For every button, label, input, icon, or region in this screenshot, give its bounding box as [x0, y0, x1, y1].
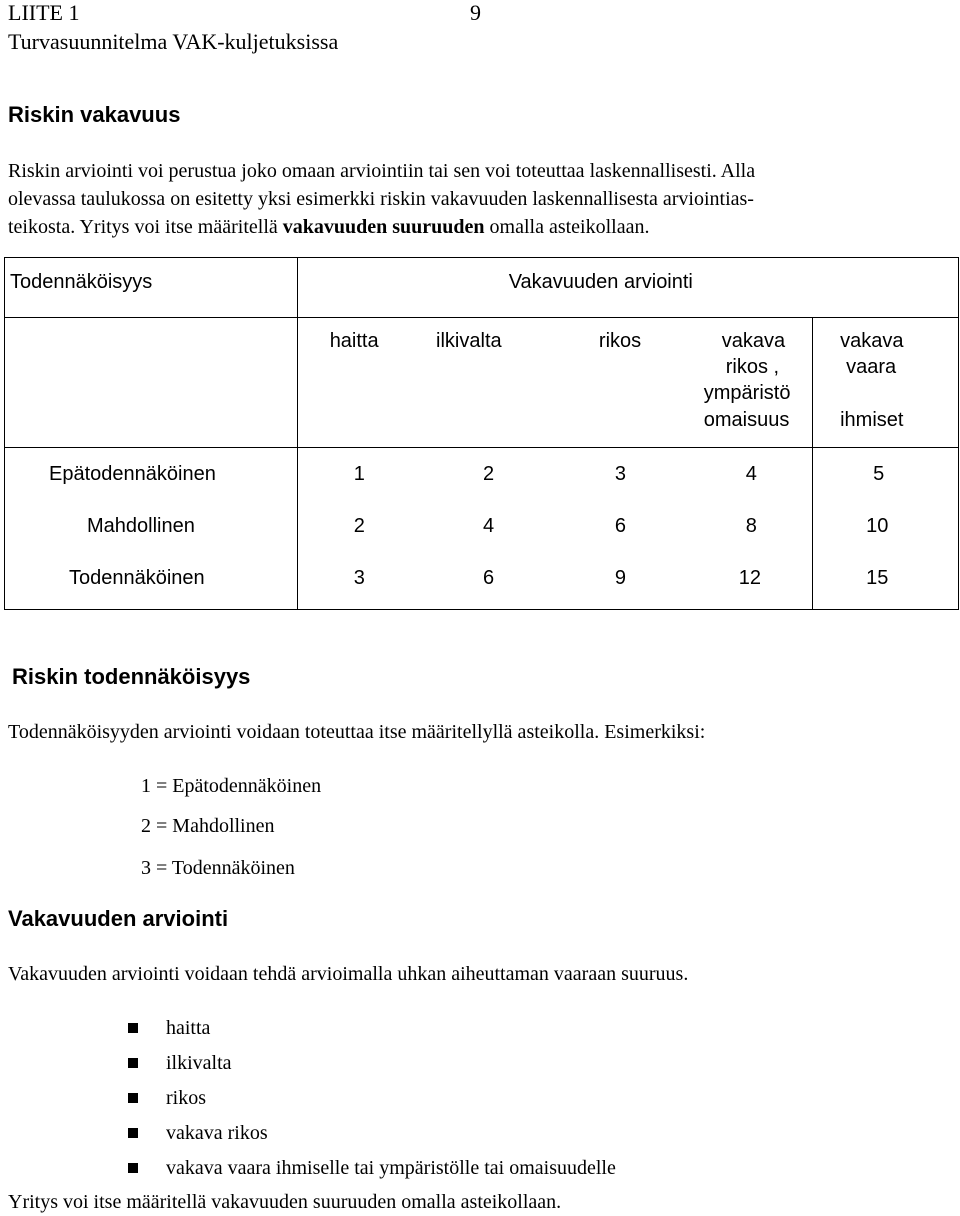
table-value: 3	[614, 463, 627, 485]
table-value: 2	[353, 515, 365, 537]
header-severity-assessment: Vakavuuden arviointi	[508, 271, 693, 293]
column-header-line: vaara	[846, 356, 897, 378]
table-value: 3	[353, 567, 365, 589]
values-cell	[549, 448, 676, 610]
document-subtitle: Turvasuunnitelma VAK-kuljetuksissa	[8, 29, 339, 54]
risk-matrix-table	[4, 257, 959, 610]
table-value: 15	[866, 567, 889, 589]
column-header-line: rikos ,	[725, 356, 780, 378]
table-value: 6	[614, 515, 627, 537]
row-label-epatodennakoinen: Epätodennäköinen	[49, 463, 216, 485]
square-bullet-icon	[128, 1128, 138, 1138]
column-header-line: omaisuus	[703, 409, 790, 431]
table-value: 12	[738, 567, 762, 589]
paragraph: Todennäköisyyden arviointi voidaan toteuttaa itse määritellyllä asteikolla. Esimerkiksi:	[8, 721, 706, 743]
square-bullet-icon	[128, 1163, 138, 1173]
scale-item: 1 = Epätodennäköinen	[141, 775, 322, 797]
table-value: 1	[353, 463, 365, 485]
table-value: 4	[483, 515, 495, 537]
list-item	[128, 1015, 616, 1050]
column-header-cell	[549, 318, 676, 448]
severity-bullet-list	[128, 1015, 616, 1190]
paragraph-line	[8, 214, 649, 240]
column-header-line: ympäristö	[703, 382, 791, 404]
column-header-rikos: rikos	[598, 330, 642, 352]
closing-paragraph: Yritys voi itse määritellä vakavuuden suuruuden omalla asteikollaan.	[8, 1191, 562, 1213]
list-item	[128, 1120, 616, 1155]
heading-riskin-todennakoisyys: Riskin todennäköisyys	[12, 664, 251, 689]
values-cell	[423, 448, 549, 610]
square-bullet-icon	[128, 1093, 138, 1103]
table-value: 8	[745, 515, 757, 537]
paragraph: Vakavuuden arviointi voidaan tehdä arvioimalla uhkan aiheuttaman vaaraan suuruus.	[8, 963, 689, 985]
paragraph-line: Riskin arviointi voi perustua joko omaan arviointiin tai sen voi toteuttaa laskennallisesti. Alla	[8, 160, 756, 182]
list-item-text: rikos	[166, 1087, 206, 1109]
table-value: 5	[873, 463, 885, 485]
table-empty-cell	[5, 318, 298, 448]
values-cell	[813, 448, 959, 610]
table-value: 6	[483, 567, 495, 589]
list-item-text: vakava vaara ihmiselle tai ympäristölle tai omaisuudelle	[166, 1157, 616, 1179]
paragraph-text: omalla asteikollaan.	[484, 216, 650, 238]
column-header-ilkivalta: ilkivalta	[436, 330, 502, 352]
list-item-text: haitta	[166, 1017, 211, 1039]
row-label-todennakoinen: Todennäköinen	[69, 567, 205, 589]
square-bullet-icon	[128, 1058, 138, 1068]
row-label-mahdollinen: Mahdollinen	[87, 515, 195, 537]
list-item-text: vakava rikos	[166, 1122, 268, 1144]
page-number: 9	[470, 0, 481, 25]
paragraph-bold-text: vakavuuden suuruuden	[282, 216, 485, 238]
table-group-header-cell	[297, 258, 958, 318]
values-cell	[676, 448, 813, 610]
column-header-cell	[297, 318, 423, 448]
table-value: 2	[483, 463, 495, 485]
table-corner-cell	[5, 258, 298, 318]
table-value: 9	[614, 567, 627, 589]
column-header-line: vakava	[721, 330, 786, 352]
heading-vakavuuden-arviointi: Vakavuuden arviointi	[8, 906, 229, 931]
column-header-haitta: haitta	[329, 330, 379, 352]
list-item	[128, 1155, 616, 1190]
header-probability: Todennäköisyys	[10, 271, 153, 293]
list-item-text: ilkivalta	[166, 1052, 232, 1074]
column-header-cell	[423, 318, 549, 448]
paragraph-line: olevassa taulukossa on esitetty yksi esimerkki riskin vakavuuden laskennallisesta arviointias-	[8, 188, 754, 210]
scale-item: 3 = Todennäköinen	[141, 857, 295, 879]
values-cell	[297, 448, 423, 610]
table-value: 10	[866, 515, 889, 537]
column-header-line: ihmiset	[840, 409, 904, 431]
row-labels-cell	[5, 448, 298, 610]
list-item	[128, 1050, 616, 1085]
scale-item: 2 = Mahdollinen	[141, 815, 275, 837]
heading-riskin-vakavuus: Riskin vakavuus	[8, 102, 181, 127]
list-item	[128, 1085, 616, 1120]
table-value: 4	[745, 463, 757, 485]
appendix-label: LIITE 1	[8, 0, 80, 25]
column-header-line: vakava	[840, 330, 904, 352]
column-header-cell	[813, 318, 959, 448]
square-bullet-icon	[128, 1023, 138, 1033]
column-header-cell	[676, 318, 813, 448]
paragraph-text: teikosta. Yritys voi itse määritellä	[8, 216, 283, 238]
